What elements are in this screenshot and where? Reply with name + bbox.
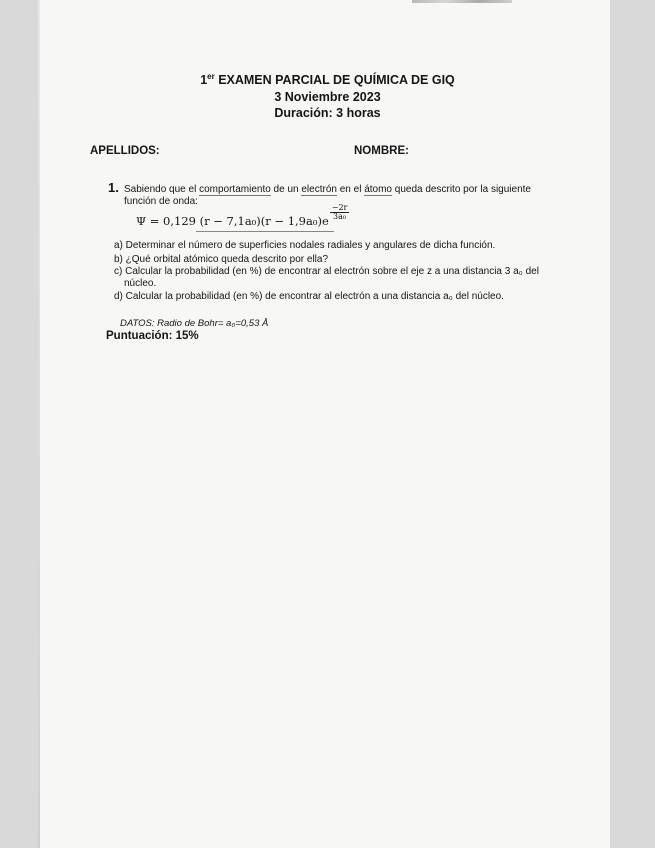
part-d: d) Calcular la probabilidad (en %) de encontrar al electrón a una distancia a₀ del núcleo. — [114, 291, 504, 302]
exam-title: 1er EXAMEN PARCIAL DE QUÍMICA DE GIQ — [200, 72, 455, 88]
nombre-label: NOMBRE: — [354, 145, 409, 157]
exam-page — [38, 0, 610, 848]
exam-date: 3 Noviembre 2023 — [274, 90, 381, 104]
datos-note: DATOS: Radio de Bohr= a₀=0,53 Å — [120, 318, 269, 329]
formula-exponent: $\frac{-2r}{\text{3a₀}}$ — [331, 203, 348, 221]
formula-underline — [196, 231, 334, 232]
scan-artifact — [412, 0, 512, 3]
part-c-line1: c) Calcular la probabilidad (en %) de encontrar al electrón sobre el eje z a una distancia 3 a₀ del — [114, 266, 539, 277]
question-intro-line1: Sabiendo que el comportamiento de un electrón en el átomo queda descrito por la siguiente — [124, 184, 531, 195]
part-a: a) Determinar el número de superficies nodales radiales y angulares de dicha función. — [114, 240, 496, 251]
wave-function-formula: Ψ = 0,129 (r − 7,1a₀)(r − 1,9a₀)e $\frac{-2r}{\text{3a₀}}$ — [136, 203, 348, 228]
question-intro-line2: función de onda: — [124, 196, 198, 207]
part-c-line2: núcleo. — [124, 278, 157, 289]
exam-duration: Duración: 3 horas — [274, 106, 381, 120]
question-number: 1. — [108, 180, 119, 195]
part-b: b) ¿Qué orbital atómico queda descrito por ella? — [114, 254, 329, 265]
apellidos-label: APELLIDOS: — [90, 145, 160, 157]
puntuacion: Puntuación: 15% — [106, 330, 199, 342]
